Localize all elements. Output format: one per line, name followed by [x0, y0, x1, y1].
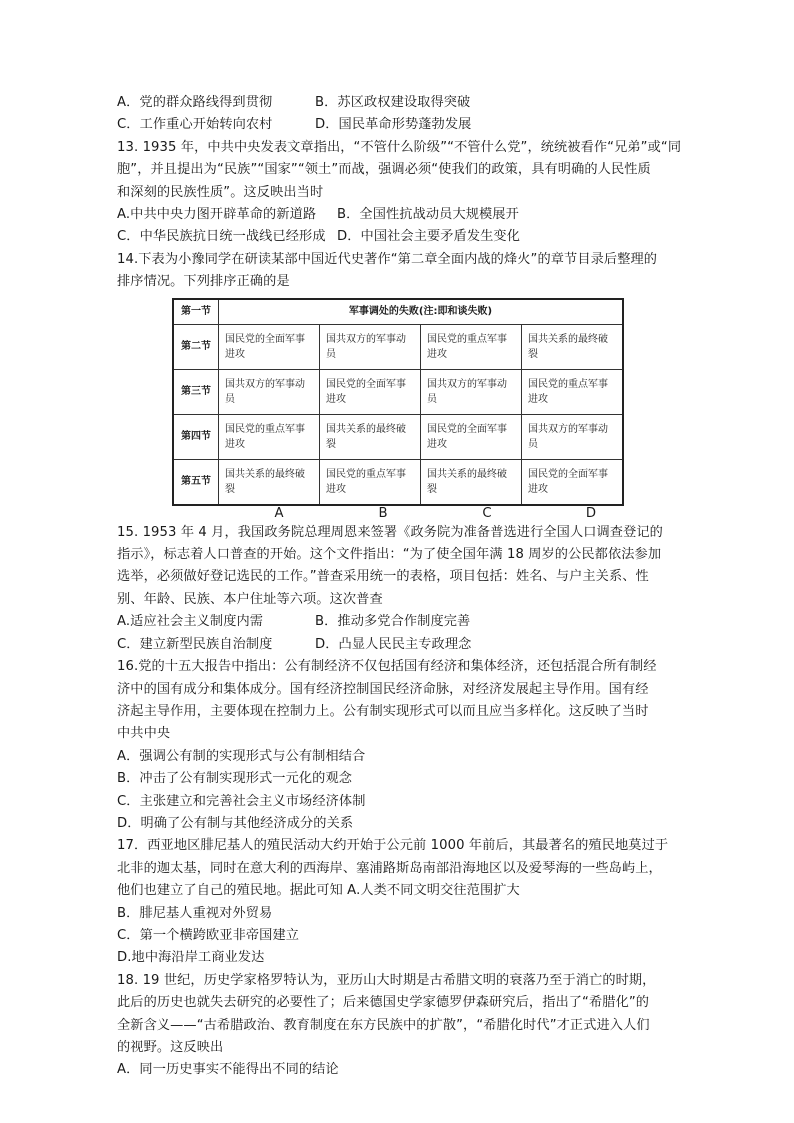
q15-stem-line: 别、年龄、民族、本户住址等六项。这次普查 — [117, 591, 383, 607]
q12-option-d[interactable]: D．国民革命形势蓬勃发展 — [315, 117, 472, 133]
table-row — [173, 324, 623, 369]
table-cell: 国民党的全面军事进攻 — [219, 324, 320, 369]
q17-stem-line: 他们也建立了自己的殖民地。据此可知 A.人类不同文明交往范围扩大 — [117, 883, 520, 899]
table-cell: 国民党的全面军事进攻 — [522, 459, 624, 505]
q16-stem-line: 16.党的十五大报告中指出：公有制经济不仅包括国有经济和集体经济，还包括混合所有制经 — [117, 659, 657, 675]
q18-stem-line: 此后的历史也就失去研究的必要性了；后来德国史学家德罗伊森研究后，指出了“希腊化”的 — [117, 995, 650, 1011]
table-cell: 国共关系的最终破裂 — [522, 324, 624, 369]
q12-options-row-2 — [117, 114, 677, 136]
q18-stem-line: 18. 19 世纪，历史学家格罗特认为，亚历山大时期是古希腊文明的衰落乃至于消亡的时期， — [117, 972, 656, 988]
q13-stem-line: 和深刻的民族性质”。这反映出当时 — [117, 184, 324, 200]
q15-stem-line: 指示》，标志着人口普查的开始。这个文件指出：“为了使全国年满 18 周岁的公民都依法参加 — [117, 547, 662, 563]
table-cell: 国民党的重点军事进攻 — [219, 414, 320, 459]
q14-option-a[interactable]: A — [274, 505, 284, 521]
section-label: 第三节 — [173, 369, 219, 414]
table-cell: 国民党的全面军事进攻 — [320, 369, 421, 414]
table-cell: 国共双方的军事动员 — [421, 369, 522, 414]
q16-stem-line: 济起主导作用，主要体现在控制力上。公有制实现形式可以而且应当多样化。这反映了当时 — [117, 703, 649, 719]
q16-option-a[interactable]: A．强调公有制的实现形式与公有制相结合 — [117, 748, 366, 764]
q13-options-row-1 — [117, 204, 677, 226]
table-cell: 国民党的重点军事进攻 — [421, 324, 522, 369]
q18-option-a[interactable]: A．同一历史事实不能得出不同的结论 — [117, 1062, 339, 1078]
q13-option-a[interactable]: A.中共中央力图开辟革命的新道路 — [117, 207, 317, 223]
q18-stem-line: 的视野。这反映出 — [117, 1040, 224, 1055]
q12-option-b[interactable]: B．苏区政权建设取得突破 — [315, 95, 471, 110]
table-cell: 军事调处的失败(注:即和谈失败) — [219, 299, 624, 325]
table-cell: 国共双方的军事动员 — [219, 369, 320, 414]
q16-option-b[interactable]: B．冲击了公有制实现形式一元化的观念 — [117, 771, 353, 787]
table-row — [173, 369, 623, 414]
q13-option-b[interactable]: B．全国性抗战动员大规模展开 — [337, 207, 519, 223]
table-cell: 国民党的重点军事进攻 — [522, 369, 624, 414]
q16-stem-line: 中共中央 — [117, 726, 171, 742]
q14-option-b[interactable]: B — [378, 505, 388, 521]
q17-option-b[interactable]: B．腓尼基人重视对外贸易 — [117, 905, 273, 921]
q15-option-c[interactable]: C．建立新型民族自治制度 — [117, 636, 273, 652]
table-cell: 国共关系的最终破裂 — [320, 414, 421, 459]
q13-option-d[interactable]: D．中国社会主要矛盾发生变化 — [337, 229, 520, 245]
table-cell: 国共关系的最终破裂 — [219, 459, 320, 505]
table-cell: 国民党的重点军事进攻 — [320, 459, 421, 505]
q18-stem-line: 全新含义——“古希腊政治、教育制度在东方民族中的扩散”，“希腊化时代”才正式进入人们 — [117, 1017, 650, 1033]
q15-option-a[interactable]: A.适应社会主义制度内需 — [117, 614, 264, 630]
q12-option-c[interactable]: C．工作重心开始转向农村 — [117, 117, 273, 133]
q14-stem-line: 14.下表为小豫同学在研读某部中国近代史著作“第二章全面内战的烽火”的章节目录后整理的 — [117, 251, 658, 267]
q12-option-a[interactable]: A．党的群众路线得到贯彻 — [117, 95, 273, 110]
q17-option-d[interactable]: D.地中海沿岸工商业发达 — [117, 950, 265, 966]
chapter-order-table — [172, 298, 624, 506]
exam-page — [117, 92, 682, 1082]
section-label: 第五节 — [173, 459, 219, 505]
q15-stem-line: 15. 1953 年 4 月，我国政务院总理周恩来签署《政务院为准备普选进行全国人口调查登记的 — [117, 524, 663, 540]
q17-stem-line: 北非的迦太基，同时在意大利的西海岸、塞浦路斯岛南部沿海地区以及爱琴海的一些岛屿上， — [117, 860, 662, 876]
table-cell: 国共关系的最终破裂 — [421, 459, 522, 505]
table-row — [173, 414, 623, 459]
table-cell: 国共双方的军事动员 — [522, 414, 624, 459]
table-cell: 国民党的全面军事进攻 — [421, 414, 522, 459]
table-cell: 国共双方的军事动员 — [320, 324, 421, 369]
q17-stem-line: 17．西亚地区腓尼基人的殖民活动大约开始于公元前 1000 年前后，其最著名的殖民地莫过于 — [117, 838, 669, 854]
q17-option-c[interactable]: C．第一个横跨欧亚非帝国建立 — [117, 927, 300, 943]
q14-option-c[interactable]: C — [482, 505, 492, 521]
q16-stem-line: 济中的国有成分和集体成分。国有经济控制国民经济命脉，对经济发展起主导作用。国有经 — [117, 681, 649, 697]
q13-option-c[interactable]: C．中华民族抗日统一战线已经形成 — [117, 229, 326, 245]
q15-stem-line: 选举，必须做好登记选民的工作。”普查采用统一的表格，项目包括：姓名、与户主关系、性 — [117, 569, 649, 585]
q14-option-d[interactable]: D — [585, 505, 597, 521]
section-label: 第一节 — [173, 299, 219, 325]
q15-option-b[interactable]: B．推动多党合作制度完善 — [315, 614, 471, 630]
section-label: 第二节 — [173, 324, 219, 369]
q13-stem-line: 13. 1935 年，中共中央发表文章指出，“不管什么阶级”“不管什么党”，统统被看作“兄弟”或“同 — [117, 139, 682, 155]
q15-options-row-1 — [117, 611, 677, 633]
q13-stem-line: 胞”，并且提出为“民族”“国家”“领土”而战，强调必须“使我们的政策，具有明确的人民性质 — [117, 162, 651, 178]
q15-options-row-2 — [117, 634, 677, 656]
section-label: 第四节 — [173, 414, 219, 459]
q12-options-row-1 — [117, 92, 677, 114]
table-row — [173, 299, 623, 325]
q14-option-letters — [227, 506, 687, 522]
table-row — [173, 459, 623, 505]
q13-options-row-2 — [117, 226, 677, 248]
q16-option-d[interactable]: D．明确了公有制与其他经济成分的关系 — [117, 815, 354, 831]
q16-option-c[interactable]: C．主张建立和完善社会主义市场经济体制 — [117, 793, 366, 809]
q14-stem-line: 排序情况。下列排序正确的是 — [117, 274, 290, 290]
q15-option-d[interactable]: D．凸显人民民主专政理念 — [315, 636, 472, 652]
